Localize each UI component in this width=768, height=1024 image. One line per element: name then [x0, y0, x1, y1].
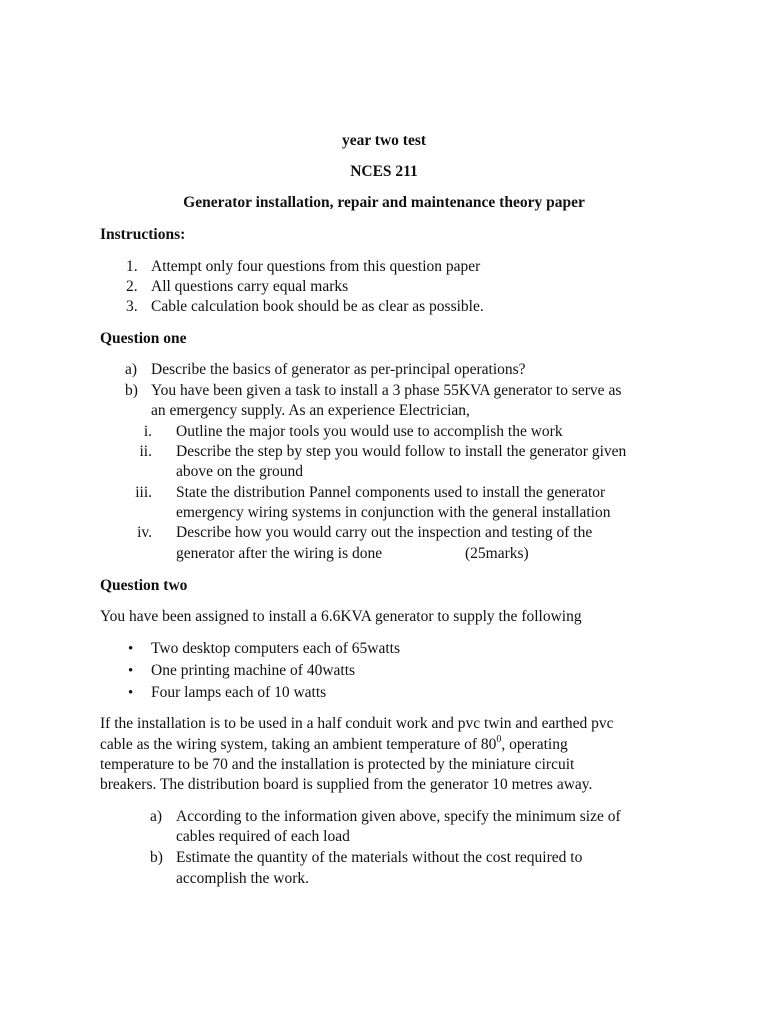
- paragraph-text: , operating: [501, 736, 568, 753]
- bullet-icon: •: [128, 641, 134, 657]
- question-one-a-text: Describe the basics of generator as per-principal operations?: [151, 361, 526, 378]
- item-marker: b): [150, 849, 163, 866]
- question-two-heading: Question two: [100, 577, 188, 594]
- question-two-b-line: Estimate the quantity of the materials without the cost required to: [176, 849, 583, 866]
- instruction-text: Cable calculation book should be as clear as possible.: [151, 298, 484, 315]
- roman-marker: i.: [143, 423, 152, 440]
- question-two-a-line: According to the information given above, specify the minimum size of: [176, 808, 621, 825]
- sub-item-text: State the distribution Pannel components used to install the generator: [176, 484, 606, 501]
- load-item: One printing machine of 40watts: [151, 662, 356, 679]
- question-two-paragraph-line: If the installation is to be used in a half conduit work and pvc twin and earthed pvc: [100, 715, 614, 732]
- marks-label: (25marks): [465, 545, 529, 562]
- question-one-heading: Question one: [100, 330, 187, 347]
- question-one-b-line: You have been given a task to install a 3 phase 55KVA generator to serve as: [151, 382, 622, 399]
- item-marker: a): [150, 808, 163, 825]
- sub-item-text: above on the ground: [176, 463, 303, 480]
- item-marker: b): [125, 382, 138, 399]
- question-two-paragraph-line: breakers. The distribution board is supplied from the generator 10 metres away.: [100, 776, 593, 793]
- paragraph-text: cable as the wiring system, taking an ambient temperature of 80: [100, 736, 497, 753]
- load-item: Four lamps each of 10 watts: [151, 684, 327, 701]
- list-number: 1.: [126, 258, 138, 275]
- question-two-intro: You have been assigned to install a 6.6KVA generator to supply the following: [100, 608, 582, 625]
- instruction-text: All questions carry equal marks: [151, 278, 349, 295]
- sub-item-text: Describe the step by step you would follow to install the generator given: [176, 443, 627, 460]
- test-name: year two test: [341, 132, 427, 149]
- bullet-icon: •: [128, 663, 134, 679]
- course-code: NCES 211: [350, 163, 418, 180]
- bullet-icon: •: [128, 685, 134, 701]
- roman-marker: ii.: [139, 443, 152, 460]
- sub-item-text: Describe how you would carry out the inspection and testing of the: [176, 524, 593, 541]
- roman-marker: iv.: [137, 524, 152, 541]
- item-marker: a): [125, 361, 138, 378]
- list-number: 3.: [126, 298, 138, 315]
- question-two-paragraph-line: temperature to be 70 and the installation is protected by the miniature circuit: [100, 756, 575, 773]
- instructions-heading: Instructions:: [100, 226, 186, 243]
- sub-item-text: Outline the major tools you would use to accomplish the work: [176, 423, 563, 440]
- degree-superscript: 0: [496, 733, 502, 745]
- sub-item-text: generator after the wiring is done: [176, 545, 383, 562]
- roman-marker: iii.: [135, 484, 152, 501]
- sub-item-text: emergency wiring systems in conjunction with the general installation: [176, 504, 611, 521]
- list-number: 2.: [126, 278, 138, 295]
- question-two-paragraph-line: [100, 735, 568, 756]
- load-item: Two desktop computers each of 65watts: [151, 640, 401, 657]
- instruction-text: Attempt only four questions from this question paper: [151, 258, 481, 275]
- question-one-b-line: an emergency supply. As an experience Electrician,: [151, 402, 470, 419]
- question-two-b-line: accomplish the work.: [176, 870, 310, 887]
- question-two-a-line: cables required of each load: [176, 828, 350, 845]
- paper-title: Generator installation, repair and maintenance theory paper: [183, 194, 585, 211]
